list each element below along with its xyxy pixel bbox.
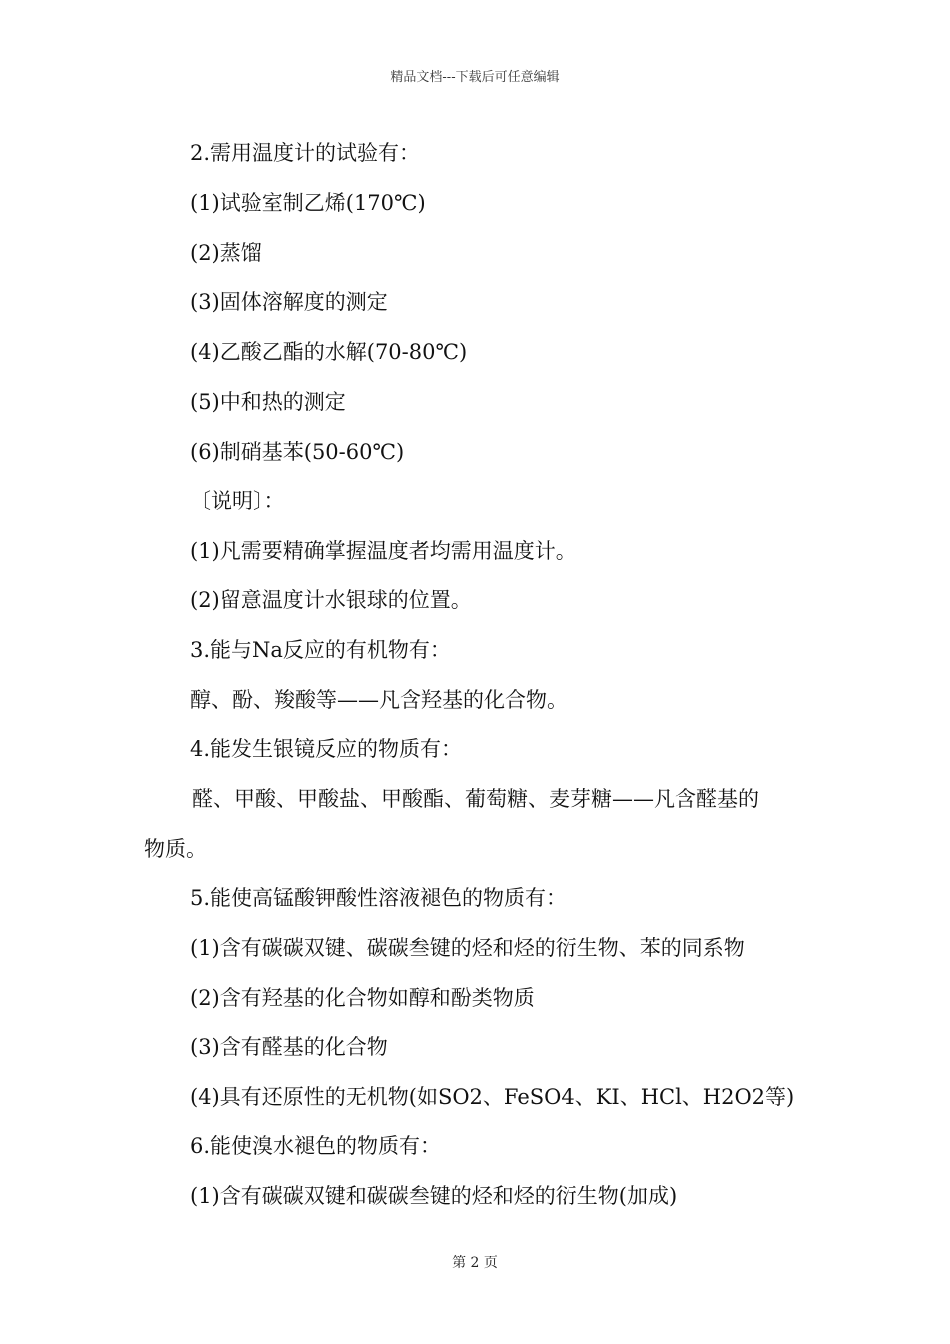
paragraph: 醇、酚、羧酸等——凡含羟基的化合物。: [190, 688, 568, 712]
section-heading-2: 2.需用温度计的试验有：: [190, 141, 421, 165]
note-heading: 〔说明〕：: [190, 489, 285, 513]
section-heading-3: 3.能与Na反应的有机物有：: [190, 638, 451, 662]
list-item: (2)留意温度计水银球的位置。: [190, 588, 472, 612]
list-item: (3)含有醛基的化合物: [190, 1035, 388, 1059]
list-item: (1)凡需要精确掌握温度者均需用温度计。: [190, 539, 577, 563]
list-item: (5)中和热的测定: [190, 390, 346, 414]
section-heading-5: 5.能使高锰酸钾酸性溶液褪色的物质有：: [190, 886, 568, 910]
list-item: (6)制硝基苯(50-60℃): [190, 440, 405, 464]
list-item: (1)试验室制乙烯(170℃): [190, 191, 426, 215]
page-header: 精品文档---下载后可任意编辑: [390, 70, 560, 85]
paragraph-continuation: 物质。: [144, 837, 207, 861]
list-item: (1)含有碳碳双键、碳碳叁键的烃和烃的衍生物、苯的同系物: [190, 936, 745, 960]
page-number: 第 2 页: [452, 1255, 498, 1271]
section-heading-6: 6.能使溴水褪色的物质有：: [190, 1134, 442, 1158]
list-item: (4)具有还原性的无机物(如SO2、FeSO4、KI、HCl、H2O2等): [190, 1085, 795, 1109]
list-item: (4)乙酸乙酯的水解(70-80℃): [190, 340, 468, 364]
section-heading-4: 4.能发生银镜反应的物质有：: [190, 737, 463, 761]
list-item: (1)含有碳碳双键和碳碳叁键的烃和烃的衍生物(加成): [190, 1184, 678, 1208]
list-item: (2)蒸馏: [190, 241, 262, 265]
list-item: (3)固体溶解度的测定: [190, 290, 388, 314]
list-item: (2)含有羟基的化合物如醇和酚类物质: [190, 986, 535, 1010]
paragraph: 醛、甲酸、甲酸盐、甲酸酯、葡萄糖、麦芽糖——凡含醛基的: [192, 787, 759, 811]
